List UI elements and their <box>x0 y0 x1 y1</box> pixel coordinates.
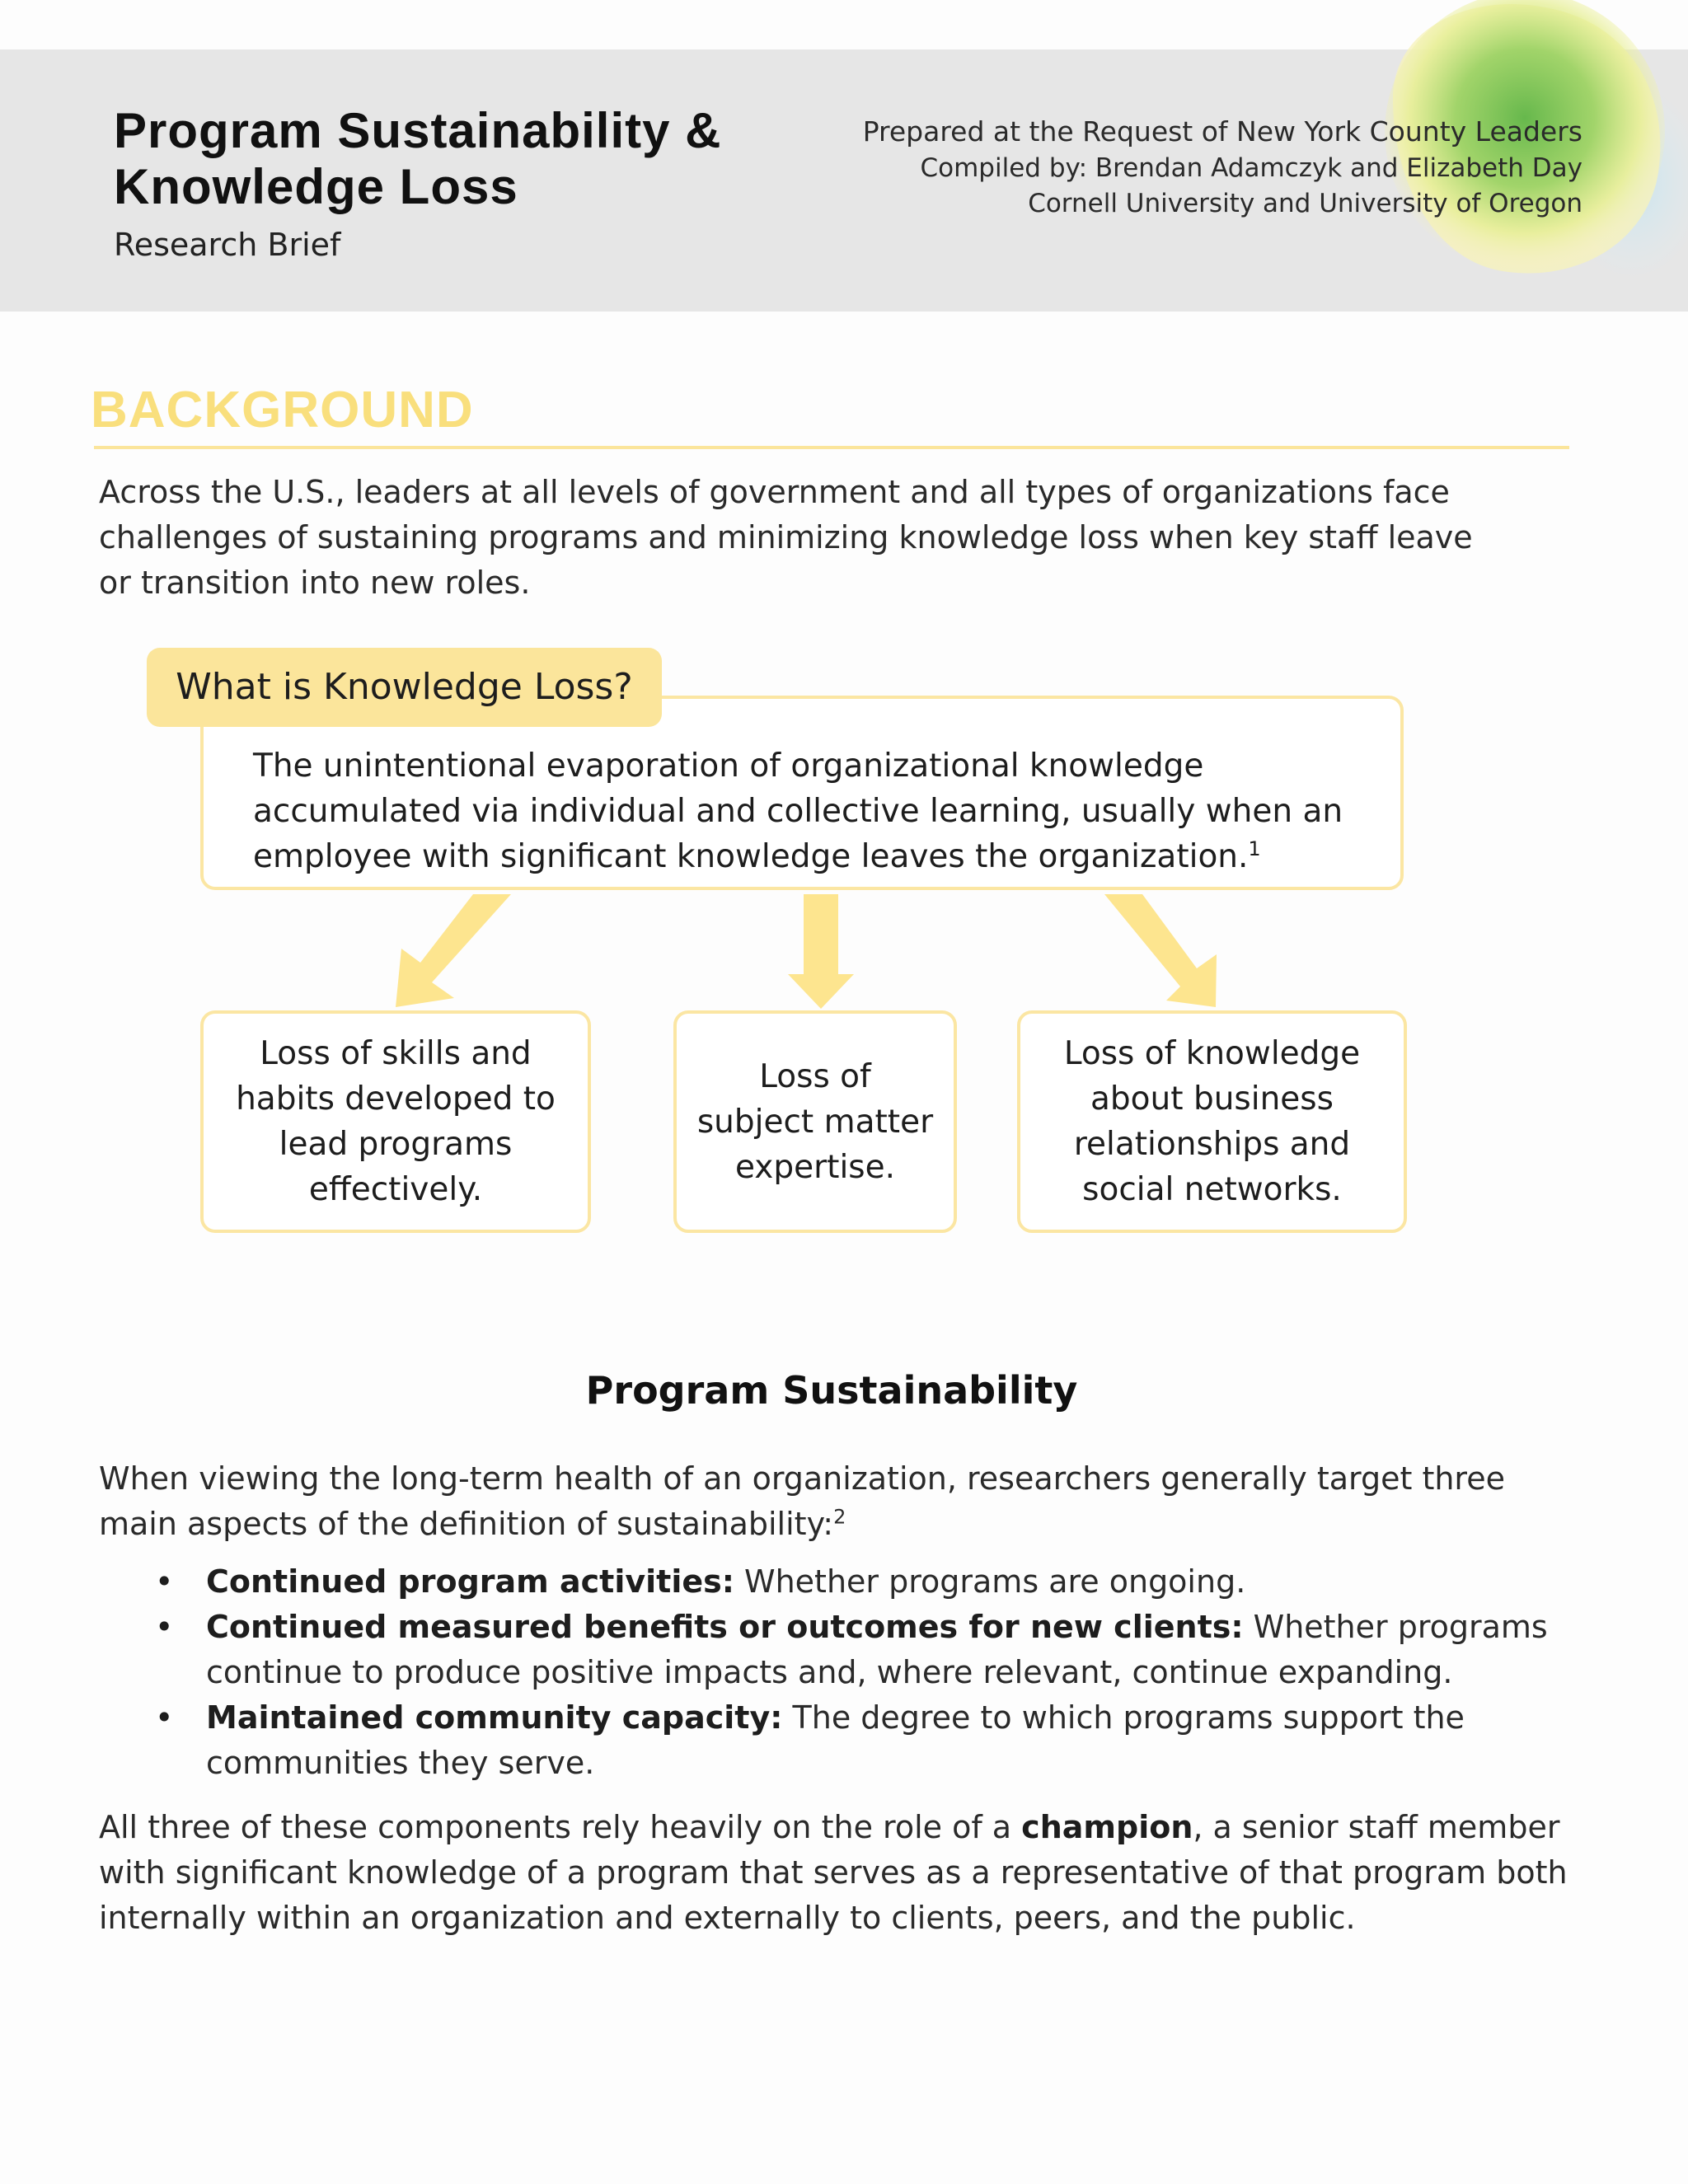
prepared-for-line: Prepared at the Request of New York County Leaders <box>862 115 1582 148</box>
title-block <box>114 103 722 263</box>
champion-text-after: , a senior staff member with significant knowledge of a program that serves as a representative of that program both internally within an organization and externally to clients, peers, and the public. <box>99 1809 1568 1936</box>
loss-type-skills-line-1: Loss of skills and <box>260 1035 532 1072</box>
loss-type-relationships-line-4: social networks. <box>1082 1171 1342 1208</box>
sustainability-aspects-list <box>148 1559 1582 1786</box>
list-item <box>148 1605 1582 1695</box>
loss-type-relationships-box <box>1017 1010 1407 1233</box>
bullet-term: Maintained community capacity: <box>206 1699 783 1736</box>
loss-type-relationships-line-1: Loss of knowledge <box>1063 1035 1361 1072</box>
loss-type-expertise-box <box>673 1010 957 1233</box>
credits-block <box>863 114 1582 222</box>
sustainability-intro <box>99 1456 1582 1547</box>
loss-type-skills-line-3: lead programs <box>279 1126 513 1163</box>
loss-type-skills-line-4: effectively. <box>308 1171 483 1208</box>
arrow-right <box>1104 894 1217 1007</box>
affiliation-line: Cornell University and University of Oregon <box>1028 189 1582 218</box>
definition-tag: What is Knowledge Loss? <box>147 648 662 727</box>
section-divider <box>94 446 1569 449</box>
arrow-center <box>788 894 854 1009</box>
program-sustainability-heading: Program Sustainability <box>585 1368 1078 1413</box>
title-line-2: Knowledge Loss <box>114 159 518 214</box>
champion-paragraph <box>99 1805 1582 1941</box>
arrow-left <box>396 894 511 1007</box>
loss-type-skills-line-2: habits developed to <box>236 1080 556 1118</box>
background-heading: BACKGROUND <box>91 382 474 438</box>
bullet-term: Continued measured benefits or outcomes for new clients: <box>206 1609 1244 1645</box>
loss-type-expertise-line-3: expertise. <box>734 1148 895 1186</box>
bullet-text: Whether programs continue to produce positive impacts and, where relevant, continue expanding. <box>206 1609 1548 1690</box>
list-item <box>148 1559 1582 1605</box>
loss-type-expertise-line-2: subject matter <box>696 1103 934 1141</box>
champion-term: champion <box>1021 1809 1193 1845</box>
title-line-1: Program Sustainability & <box>114 103 722 158</box>
bullet-term: Continued program activities: <box>206 1563 734 1600</box>
definition-text <box>253 743 1390 879</box>
document-subtitle: Research Brief <box>114 227 341 263</box>
background-intro: Across the U.S., leaders at all levels of government and all types of organizations face challenges of sustaining programs and minimizing knowledge loss when key staff leave or transition into new roles. <box>99 474 1473 601</box>
document-title <box>114 103 722 215</box>
bullet-text: The degree to which programs support the communities they serve. <box>206 1699 1465 1781</box>
loss-type-relationships-line-2: about business <box>1090 1080 1334 1118</box>
champion-text-before: All three of these components rely heavily on the role of a <box>99 1809 1022 1845</box>
loss-type-skills-box <box>200 1010 591 1233</box>
sustainability-intro-text: When viewing the long-term health of an organization, researchers generally target three main aspects of the definition of sustainability: <box>99 1460 1505 1542</box>
list-item <box>148 1695 1582 1786</box>
compiled-by-line: Compiled by: Brendan Adamczyk and Elizabeth Day <box>920 153 1582 183</box>
footnote-ref-1: 1 <box>1248 837 1261 860</box>
bullet-text: Whether programs are ongoing. <box>734 1563 1246 1600</box>
loss-type-expertise-line-1: Loss of <box>759 1057 871 1095</box>
loss-type-relationships-line-3: relationships and <box>1073 1126 1351 1163</box>
definition-body: The unintentional evaporation of organizational knowledge accumulated via individual and collective learning, usually when an employee with significant knowledge leaves the organization. <box>253 748 1343 875</box>
footnote-ref-2: 2 <box>833 1505 846 1529</box>
